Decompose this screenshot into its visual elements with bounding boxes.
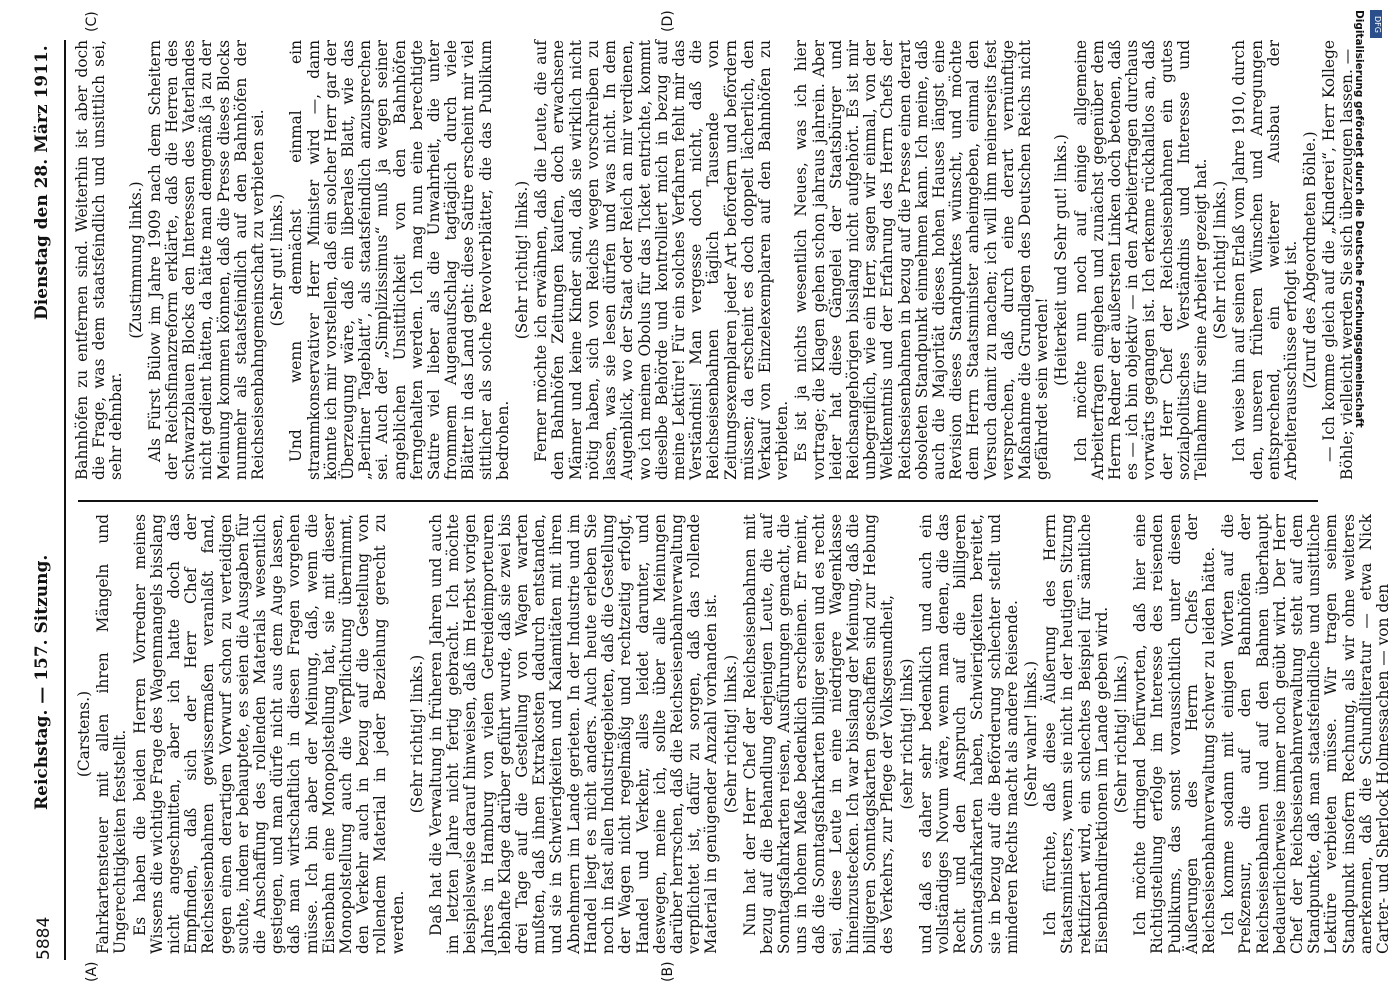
paragraph: — Ich komme gleich auf die „Kinderei“, Herr Kollege Böhle; vielleicht werden Sie sich überzeugen lassen. — — [1320, 40, 1356, 480]
interjection: (Sehr richtig! links.) — [407, 654, 426, 814]
paragraph: Bahnhöfen zu entfernen sind. Weiterhin ist aber doch die Frage, was dem staatsfeindlich und unsittlich sei, sehr dehnbar. — [73, 40, 126, 480]
paragraph: Als Fürst Bülow im Jahre 1909 nach dem Scheitern der Reichsfinanzreform erklärte, daß die Herren des schwarzblauen Blocks den Interessen des Vaterlandes nicht gedient hätten, da hätte man demgemäß ja zu der Meinung kommen können, daß die Presse dieses Blocks nunmehr als staatsfeindlich auf den Bahnhöfen der Reichseisenbahngemeinschaft zu verbieten sei. — [145, 40, 268, 480]
paragraph: Ich möchte nun noch auf einige allgemeine Arbeiterfragen eingehen und zunächst gegenüber dem Herrn Redner der äußersten Linken doch betonen, daß es — ich bin objektiv — in den Arbeiterfragen durchaus vorwärts gegangen ist. Ich erkenne rückhaltlos an, daß der Herr Chef der Reichseisenbahnen ein gutes sozialpolitisches Verständnis und Interesse und Teilnahme für seine Arbeiter gezeigt hat. — [1071, 40, 1210, 480]
paragraph: Es ist ja nichts wesentlich Neues, was ich hier vortrage; die Klagen gehen schon jahraus jahrein. Aber leider hat diese Gängelei der Staatsbürger und Reichsangehörigen bisslang nicht aufgehört. Es ist mir unbegreiflich, wie ein Herr, sagen wir einmal, von der Weltkenntnis und der Erfahrung des Herrn Chefs der Reichseisenbahnen in bezug auf die Presse einen derart obsoleten Standpunkt einnehmen kann. Ich meine, daß auch die Majorität dieses hohen Hauses längst eine Revision dieses Standpunktes wünscht, und möchte dem Herrn Staatsminister anheimgeben, einmal den Versuch damit zu machen; ich will ihm meinerseits fest versprechen, daß durch eine derart vernünftige Maßnahme die Grundlagen des Deutschen Reichs nicht gefährdet sein werden! — [792, 40, 1052, 480]
paragraph: Ich fürchte, daß diese Äußerung des Herrn Staatsministers, wenn sie nicht in der heutigen Sitzung rektifiziert wird, ein schlechtes Beispiel für sämtliche Eisenbahndirektionen im Lande geben wird. — [1041, 514, 1111, 954]
column-divider — [78, 500, 1318, 502]
interjection: (Zustimmung links.) — [126, 181, 145, 339]
interjection: (Heiterkeit und Sehr gut! links.) — [1052, 134, 1071, 386]
margin-marker-d: (D) — [660, 10, 676, 32]
paragraph: Es haben die beiden Herren Vorredner meines Wissens die wichtige Frage des Wagenmangels bisslang nicht angeschnitten, aber ich hatte doch das Empfinden, daß sich der Herr Chef der Reichseisenbahnen gewissermaßen veranlaßt fand, gegen einen derartigen Vorwurf schon zu verteidigen suchte, indem er behauptete, es seien die Ausgaben für die Anschaffung des rollenden Materials wesentlich gestiegen, und man dürfe nicht aus dem Auge lassen, daß man wirtschaftlich in diesen Fragen vorgehen müsse. Ich bin aber der Meinung, daß, wenn die Eisenbahn eine Monopolstellung hat, sie mit dieser Monopolstellung auch die Verpflichtung übernimmt, den Verkehr auch in bezug auf die Gestellung von rollendem Material in jeder Beziehung gerecht zu werden. — [130, 514, 407, 954]
margin-marker-b: (B) — [660, 961, 676, 982]
page-number: 5884 — [34, 916, 54, 960]
right-column — [73, 40, 1356, 480]
header-rule — [64, 40, 66, 960]
paragraph: Ich möchte dringend befürworten, daß hier eine Richtigstellung erfolge im Interesse des reisenden Publikums, das sonst voraussichtlich unter diesen Äußerungen des Herrn Chefs der Reichseisenbahnverwaltung schwer zu leiden hätte. — [1131, 514, 1218, 954]
interjection: (Zuruf des Abgeordneten Böhle.) — [1301, 131, 1320, 389]
digitization-credit — [1345, 10, 1375, 990]
paragraph: Ferner möchte ich erwähnen, daß die Leute, die auf den Bahnhöfen Zeitungen kaufen, doch erwachsene Männer und keine Kinder sind, daß sie wirklich nicht nötig haben, sich von Reichs wegen vorschreiben zu lassen, was sie lesen dürfen und was nicht. In dem Augenblick, wo der Staat oder Reich an mir verdienen, wo ich meinen Obolus für das Ticket entrichte, kommt dieselbe Behörde und kontrolliert mich in bezug auf meine Lektüre! Für ein solches Verfahren fehlt mir das Verständnis! Man vergesse doch nicht, daß die Reichseisenbahnen täglich Tausende von Zeitungsexemplaren jeder Art befördern und befördern müssen; da erscheint es doch doppelt lächerlich, den Verkauf von Einzelexemplaren auf den Bahnhöfen zu verbieten. — [532, 40, 792, 480]
dfg-logo: DFG — [1370, 10, 1382, 38]
interjection: (Sehr wahr! links.) — [1021, 660, 1040, 808]
interjection: (Sehr gut! links.) — [268, 193, 287, 327]
paragraph: Und wenn demnächst einmal ein strammkonservativer Herr Minister wird —, dann könnte ich mir vorstellen, daß ein solcher Herr gar der Überzeugung wäre, daß ein liberales Blatt, wie das „Berliner Tageblatt“, als staatsfeindlich anzusprechen sei. Auch der „Simplizissimus“ muß ja wegen seiner angeblichen Unsittlichkeit von den Bahnhöfen ferngehalten werden. Ich mag nun eine berechtigte Satire viel lieber als die Unwahrheit, die unter frommem Augenaufschlag tagtäglich durch viele Blätter in das Land geht: diese Satire erscheint mir viel sittlicher als solche Revolverblätter, die das Publikum bedrohen. — [287, 40, 512, 480]
paragraph: Fahrkartensteuer mit allen ihren Mängeln und Ungerechtigkeiten feststellt. — [94, 514, 130, 954]
paragraph: Daß hat die Verwaltung in früheren Jahren und auch im letzten Jahre nicht fertig gebracht. Ich möchte beispielsweise darauf hinweisen, daß im Herbst vorigen Jahres in Hamburg von vielen Getreideimporteuren lebhafte Klage darüber geführt wurde, daß sie zwei bis drei Tage auf die Gestellung von Wagen warten mußten, daß ihnen Extrakosten dadurch entstanden, und sie in Schwierigkeiten und Kalamitäten mit ihren Abnehmern im Lande gerieten. In der Industrie und im Handel liegt es nicht anders. Auch heute erleben Sie noch in fast allen Industriegebieten, daß die Gestellung der Wagen nicht regelmäßig und rechtzeitig erfolgt, Handel und Verkehr, alles leidet darunter, und deswegen, meine ich, sollte über alle Meinungen darüber herrschen, daß die Reichseisenbahnverwaltung verpflichtet ist, dafür zu sorgen, daß das rollende Material in genügender Anzahl vorhanden ist. — [427, 514, 721, 954]
page-header — [24, 40, 64, 960]
interjection: (sehr richtig! links) — [897, 658, 916, 810]
interjection: (Carstens.) — [75, 690, 93, 778]
interjection: (Sehr richtig! links.) — [721, 654, 740, 814]
left-column — [74, 514, 1392, 954]
paragraph: Ich weise hin auf seinen Erlaß vom Jahre 1910, durch den, unseren früheren Wünschen und Anregungen entsprechend, ein weiterer Ausbau der Arbeiterausschüsse erfolgt ist. — [1230, 40, 1301, 480]
paragraph: und daß es daher sehr bedenklich und auch ein vollständiges Novum wäre, wenn man denen, die das Recht und den Anspruch auf die billigeren Sonntagsfahrkarten haben, Schwierigkeiten bereitet, sie in bezug auf die Beförderung schlechter stellt und minderen Rechts macht als andere Reisende. — [916, 514, 1021, 954]
digitization-credit-text: Digitalisierung gefördert durch die Deutsche Forschungsgemeinschaft — [1353, 10, 1365, 428]
paragraph: Ich komme sodann mit einigen Worten auf die Preßzensur, die auf den Bahnhöfen der Reichseisenbahnen und auf den Bahnen überhaupt bedauerlicherweise immer noch geübt wird. Der Herr Chef der Reichseisenbahnverwaltung steht auf dem Standpunkte, daß man staatsfeindliche und unsittliche Lektüre verbieten müsse. Wir tragen seinem Standpunkt insofern Rechnung, als wir ohne weiteres anerkennen, daß die Schundliteratur — etwa Nick Carter- und Sherlock Holmessachen — von den — [1219, 514, 1392, 954]
interjection: (Sehr richtig! links.) — [513, 180, 532, 340]
interjection: (Sehr richtig! links.) — [1211, 180, 1230, 340]
interjection: (Sehr richtig! links.) — [1111, 654, 1130, 814]
margin-marker-a: (A) — [84, 961, 100, 982]
margin-marker-c: (C) — [84, 11, 100, 32]
session-date: Dienstag den 28. März 1911. — [32, 45, 52, 320]
paragraph: Nun hat der Herr Chef der Reichseisenbahnen mit bezug auf die Behandlung derjenigen Leute, die auf Sonntagsfahrkarten reisen, Ausführungen gemacht, die uns in hohem Maße bedenklich erscheinen. Er meint, daß die Sonntagsfahrkarten billiger seien und es recht sei, diese Leute in eine niedrigere Wagenklasse hineinzustecken. Ich war bisslang der Meinung, daß die billigeren Sonntagskarten geschaffen sind zur Hebung des Verkehrs, zur Pflege der Volksgesundheit, — [740, 514, 897, 954]
session-title: Reichstag. — 157. Sitzung. — [32, 554, 52, 810]
